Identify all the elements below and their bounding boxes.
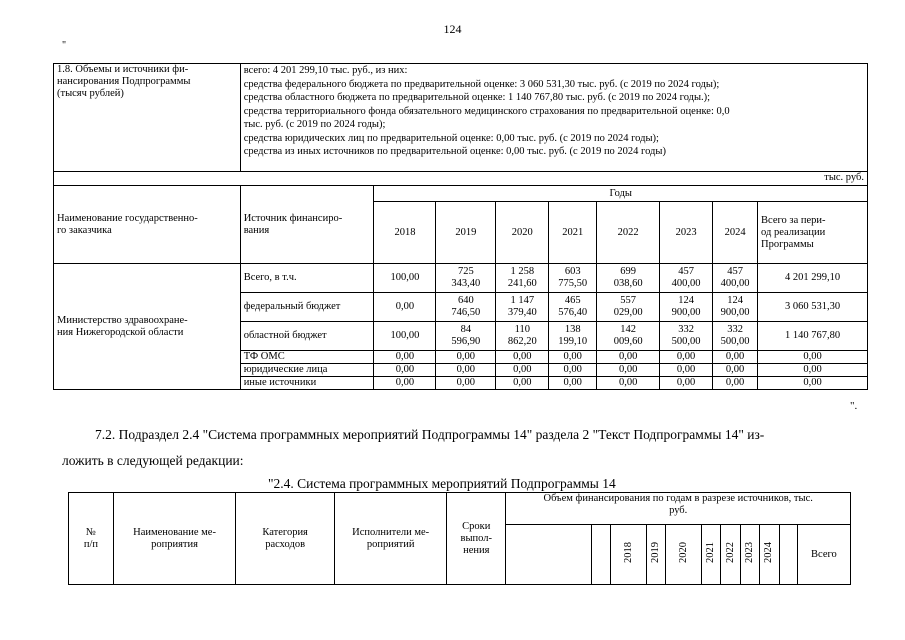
value-text: 0,00	[513, 364, 532, 375]
header-text: роприятий	[366, 538, 415, 550]
year-text: 2019	[650, 542, 662, 563]
value-text: 0,00	[676, 351, 696, 362]
source-cell: ТФ ОМС	[240, 351, 374, 364]
value-text: 457	[727, 266, 743, 277]
source-cell: юридические лица	[240, 364, 374, 377]
value-text: 332	[727, 324, 743, 335]
empty-cell	[592, 525, 611, 585]
empty-cell	[779, 525, 797, 585]
empty-cell	[506, 525, 592, 585]
value-cell	[436, 377, 496, 390]
value-text: 0,00	[563, 364, 582, 375]
value-text: 0,00	[725, 364, 745, 375]
value-cell	[549, 364, 597, 377]
value-text: 862,20	[507, 336, 537, 347]
value-cell	[436, 322, 496, 351]
value-text: 0,00	[563, 351, 582, 362]
value-text: 0,00	[725, 377, 745, 388]
value-cell	[436, 364, 496, 377]
year-text: 2024	[763, 542, 775, 563]
year-header: 2023	[660, 202, 713, 264]
value-cell	[496, 351, 549, 364]
closing-quote: ".	[850, 400, 858, 412]
section-label	[54, 64, 241, 172]
paragraph-line: ложить в следующей редакции:	[62, 453, 244, 468]
table-row	[54, 264, 868, 293]
value-cell	[597, 293, 660, 322]
value-cell	[597, 322, 660, 351]
value-text: 603	[564, 266, 581, 277]
value-cell	[374, 264, 436, 293]
value-text: 0,00	[513, 351, 532, 362]
year-header: 2022	[597, 202, 660, 264]
year-text: 2023	[743, 542, 755, 563]
total-cell: 0,00	[758, 364, 868, 377]
value-text: 400,00	[720, 278, 750, 289]
value-cell	[660, 264, 713, 293]
value-text: 775,50	[558, 278, 588, 289]
value-text: 0,00	[513, 377, 532, 388]
value-cell	[549, 264, 597, 293]
section-label-line: (тысяч рублей)	[57, 88, 124, 99]
value-cell	[496, 377, 549, 390]
value-text: 0,00	[676, 377, 696, 388]
value-text: 0,00	[395, 301, 415, 312]
value-cell	[597, 377, 660, 390]
value-text: 900,00	[671, 307, 701, 318]
header-text: роприятия	[151, 538, 198, 550]
header-text: Исполнители ме-	[352, 526, 430, 538]
year-header: 2024	[713, 202, 758, 264]
total-cell: 1 140 767,80	[758, 322, 868, 351]
value-text: 142	[620, 324, 637, 335]
value-text: 0,00	[395, 377, 415, 388]
value-text: 029,00	[613, 307, 643, 318]
value-cell	[436, 264, 496, 293]
value-text: 332	[678, 324, 694, 335]
value-text: 199,10	[558, 336, 588, 347]
value-text: 746,50	[451, 307, 481, 318]
value-cell	[660, 351, 713, 364]
header-text: руб.	[669, 505, 688, 516]
value-text: 0,00	[676, 364, 696, 375]
header-text: Сроки	[462, 520, 491, 532]
year-text: 2021	[705, 542, 717, 563]
unit-label: тыс. руб.	[54, 172, 868, 186]
source-cell: иные источники	[240, 377, 374, 390]
value-text: 1 258	[510, 266, 535, 277]
funding-table	[53, 63, 868, 390]
value-text: 465	[564, 295, 581, 306]
value-text: 0,00	[456, 364, 476, 375]
paragraph-line: 7.2. Подраздел 2.4 "Система программных мероприятий Подпрограммы 14" раздела 2 "Текст Подпрограммы 14" из-	[95, 427, 765, 442]
value-text: 100,00	[390, 330, 420, 341]
year-header	[740, 525, 759, 585]
header-customer	[54, 186, 241, 264]
total-cell: 4 201 299,10	[758, 264, 868, 293]
opening-quote: "	[62, 40, 67, 51]
value-text: 0,00	[618, 364, 638, 375]
value-text: 557	[620, 295, 637, 306]
year-header	[666, 525, 702, 585]
header-text: Наименование государственно-	[57, 212, 198, 224]
value-cell	[660, 377, 713, 390]
header-text: расходов	[265, 538, 306, 550]
value-cell	[713, 264, 758, 293]
year-header: 2019	[436, 202, 496, 264]
year-header	[760, 525, 779, 585]
year-text: 2018	[622, 542, 634, 563]
header-text: од реализации	[761, 226, 826, 238]
year-header	[647, 525, 666, 585]
description-line: тыс. руб. (с 2019 по 2024 годы);	[243, 119, 386, 130]
value-text: 500,00	[720, 336, 750, 347]
header-text: выпол-	[460, 532, 493, 544]
description-line: средства федерального бюджета по предварительной оценке: 3 060 531,30 тыс. руб. (с 2019 по 2024 годы);	[243, 78, 720, 90]
total-cell: 0,00	[758, 351, 868, 364]
description-line: всего: 4 201 299,10 тыс. руб., из них:	[243, 65, 408, 76]
value-cell	[436, 293, 496, 322]
value-text: 457	[678, 266, 694, 277]
value-text: 725	[457, 266, 474, 277]
value-cell	[549, 322, 597, 351]
value-cell	[374, 351, 436, 364]
value-cell	[496, 293, 549, 322]
header-total	[758, 202, 868, 264]
header-num	[69, 493, 114, 585]
year-header	[721, 525, 740, 585]
header-text: №	[85, 526, 96, 538]
value-cell	[549, 293, 597, 322]
value-text: 379,40	[507, 307, 537, 318]
value-cell	[374, 364, 436, 377]
year-header: 2021	[549, 202, 597, 264]
header-funding	[506, 493, 851, 525]
value-text: 138	[564, 324, 581, 335]
header-source	[240, 186, 374, 264]
customer-text: ния Нижегородской области	[57, 326, 184, 338]
value-text: 0,00	[563, 377, 582, 388]
value-cell	[496, 264, 549, 293]
value-text: 009,60	[613, 336, 643, 347]
value-cell	[660, 364, 713, 377]
value-cell	[660, 322, 713, 351]
year-header	[702, 525, 721, 585]
description-line: средства областного бюджета по предварительной оценке: 1 140 767,80 тыс. руб. (с 2019 по 2024 годы.);	[243, 92, 711, 103]
value-text: 400,00	[671, 278, 701, 289]
value-text: 038,60	[613, 278, 643, 289]
measures-table	[68, 492, 851, 585]
value-text: 576,40	[558, 307, 588, 318]
description-line: средства из иных источников по предварительной оценке: 0,00 тыс. руб. (с 2019 по 2024 годы)	[243, 146, 666, 157]
value-cell	[549, 377, 597, 390]
header-text: Наименование ме-	[133, 526, 216, 538]
description-line: средства юридических лиц по предварительной оценке: 0,00 тыс. руб. (с 2019 по 2024 годы);	[243, 132, 659, 144]
header-text: п/п	[83, 538, 98, 550]
value-text: 0,00	[456, 351, 476, 362]
year-header: 2018	[374, 202, 436, 264]
value-text: 241,60	[507, 278, 537, 289]
value-cell	[597, 264, 660, 293]
value-cell	[713, 351, 758, 364]
value-cell	[660, 293, 713, 322]
value-text: 596,90	[451, 336, 481, 347]
year-header	[611, 525, 647, 585]
source-cell: областной бюджет	[240, 322, 374, 351]
header-text: Объем финансирования по годам в разрезе источников, тыс.	[543, 493, 813, 504]
value-cell	[713, 293, 758, 322]
header-term	[447, 493, 506, 585]
header-executors	[335, 493, 447, 585]
year-header: 2020	[496, 202, 549, 264]
year-text: 2020	[677, 542, 689, 563]
value-text: 84	[460, 324, 472, 335]
value-text: 699	[620, 266, 637, 277]
page-number: 124	[443, 22, 462, 36]
value-cell	[597, 351, 660, 364]
value-text: 124	[727, 295, 743, 306]
value-text: 110	[514, 324, 530, 335]
section-label-line: нансирования Подпрограммы	[57, 76, 191, 87]
header-text: го заказчика	[57, 224, 112, 236]
header-text: нения	[463, 544, 490, 556]
value-text: 0,00	[395, 351, 415, 362]
header-years: Годы	[374, 186, 868, 202]
value-text: 0,00	[456, 377, 476, 388]
year-text: 2022	[724, 542, 736, 563]
header-name	[113, 493, 235, 585]
header-text: Программы	[761, 238, 814, 250]
value-cell	[549, 351, 597, 364]
total-cell: 3 060 531,30	[758, 293, 868, 322]
section-description	[240, 64, 867, 172]
source-cell: федеральный бюджет	[240, 293, 374, 322]
value-cell	[496, 322, 549, 351]
value-text: 124	[678, 295, 694, 306]
value-text: 500,00	[671, 336, 701, 347]
description-line: средства территориального фонда обязательного медицинского страхования по предварительной оценке: 0,0	[243, 105, 730, 117]
value-text: 0,00	[618, 377, 638, 388]
value-cell	[713, 377, 758, 390]
total-cell: 0,00	[758, 377, 868, 390]
header-text: Всего за пери-	[761, 214, 826, 226]
value-text: 0,00	[618, 351, 638, 362]
value-text: 900,00	[720, 307, 750, 318]
value-text: 343,40	[451, 278, 481, 289]
header-total: Всего	[797, 525, 850, 585]
section-label-line: 1.8. Объемы и источники фи-	[57, 64, 189, 75]
value-text: 1 147	[510, 295, 535, 306]
value-cell	[374, 322, 436, 351]
value-text: 0,00	[725, 351, 745, 362]
header-category	[236, 493, 335, 585]
customer-text: Министерство здравоохране-	[57, 314, 188, 326]
customer-cell	[54, 264, 241, 390]
header-text: Категория	[262, 526, 308, 538]
value-text: 100,00	[390, 272, 420, 283]
value-cell	[374, 293, 436, 322]
value-cell	[713, 322, 758, 351]
value-cell	[496, 364, 549, 377]
subtitle: "2.4. Система программных мероприятий Подпрограммы 14	[268, 476, 616, 491]
header-text: Источник финансиро-	[243, 212, 343, 224]
value-cell	[436, 351, 496, 364]
source-cell: Всего, в т.ч.	[240, 264, 374, 293]
value-cell	[597, 364, 660, 377]
value-cell	[713, 364, 758, 377]
value-cell	[374, 377, 436, 390]
value-text: 640	[457, 295, 474, 306]
header-text: вания	[243, 224, 270, 236]
value-text: 0,00	[395, 364, 415, 375]
